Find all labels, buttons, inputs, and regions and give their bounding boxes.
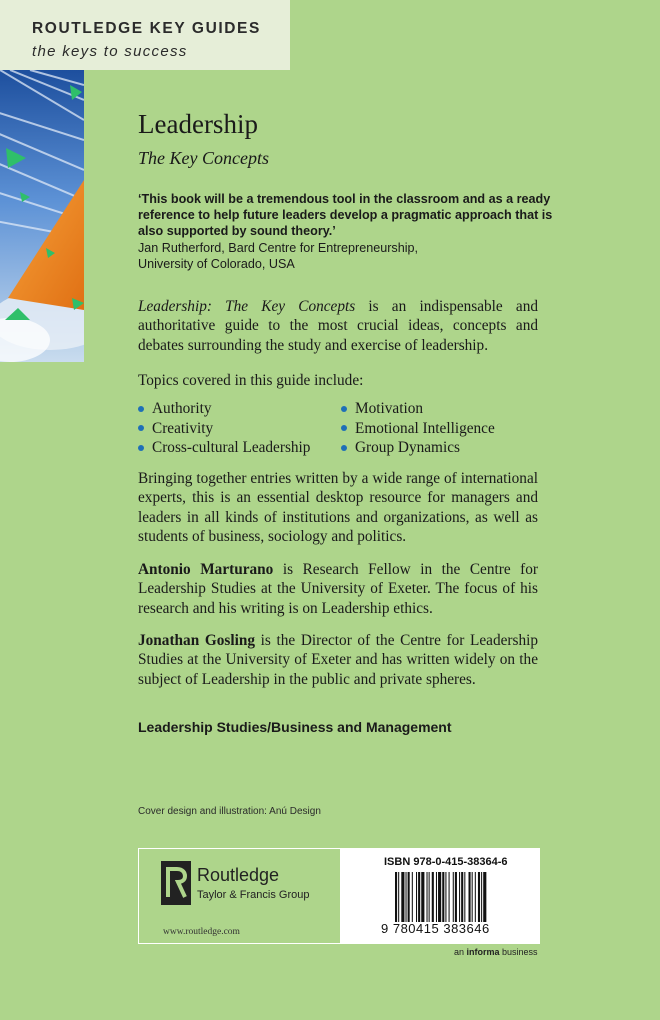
endorsement-author: Jan Rutherford, Bard Centre for Entrepreneurship, xyxy=(138,240,419,255)
bullet-icon xyxy=(341,406,347,412)
author-bio-text-1: is Research Fellow in the Centre for Leadership Studies at the University of Exeter. The focus of his research and his writing is on Leadership ethics. xyxy=(138,561,538,617)
topic-item: Group Dynamics xyxy=(341,438,495,458)
informa-line: an informa business xyxy=(454,947,538,957)
series-tagline: the keys to success xyxy=(32,43,188,60)
publisher-name: Routledge xyxy=(197,865,280,885)
author-bio-text-2: is the Director of the Centre for Leadership Studies at the University of Exeter and has written widely on the subject of Leadership in the public and private spheres. xyxy=(138,632,538,688)
cover-credit: Cover design and illustration: Anú Design xyxy=(138,806,321,817)
overview-paragraph: Bringing together entries written by a wide range of international experts, this is an essential desktop resource for managers and leaders in all kinds of institutions and organizations, as well as students of business, sociology and politics. xyxy=(138,470,538,546)
author-name-1: Antonio Marturano xyxy=(138,561,274,578)
subject-category: Leadership Studies/Business and Management xyxy=(138,719,452,735)
publisher-group: Taylor & Francis Group xyxy=(197,889,310,901)
barcode-number: 9 780415 383646 xyxy=(381,921,490,936)
author-bio-1 xyxy=(138,560,538,618)
endorsement-affiliation: University of Colorado, USA xyxy=(138,256,295,271)
endorsement-text: ‘This book will be a tremendous tool in the classroom and as a ready reference to help future leaders develop a pragmatic approach that is also supported by sound theory.’ xyxy=(138,192,553,239)
bullet-icon xyxy=(341,445,347,451)
title-block xyxy=(138,110,538,169)
bullet-icon xyxy=(341,425,347,431)
description-title: Leadership: The Key Concepts xyxy=(138,298,356,315)
endorsement xyxy=(138,191,558,272)
informa-brand: informa xyxy=(466,947,500,957)
topic-item: Authority xyxy=(138,399,310,419)
topic-item: Cross-cultural Leadership xyxy=(138,438,310,458)
barcode-icon xyxy=(395,872,525,922)
routledge-logo-icon xyxy=(161,861,191,905)
isbn-number: ISBN 978-0-415-38364-6 xyxy=(384,856,508,868)
topics-right-column xyxy=(341,399,495,458)
topic-item: Creativity xyxy=(138,419,310,439)
topic-item: Emotional Intelligence xyxy=(341,419,495,439)
series-band xyxy=(0,0,290,70)
publisher-website[interactable]: www.routledge.com xyxy=(163,927,240,937)
barcode-box xyxy=(341,848,540,944)
topics-left-column xyxy=(138,399,310,458)
description-text: is an indispensable and authoritative guide to the most crucial ideas, concepts and debates surrounding the study and exercise of leadership. xyxy=(138,298,539,354)
topic-item: Motivation xyxy=(341,399,495,419)
bullet-icon xyxy=(138,425,144,431)
description xyxy=(138,297,538,355)
author-name-2: Jonathan Gosling xyxy=(138,632,256,649)
cover-art xyxy=(0,70,84,362)
topics-intro: Topics covered in this guide include: xyxy=(138,372,364,389)
cover-art-image xyxy=(0,70,84,362)
bullet-icon xyxy=(138,445,144,451)
author-bio-2 xyxy=(138,631,538,689)
publisher-box xyxy=(138,848,341,944)
bullet-icon xyxy=(138,406,144,412)
book-title: Leadership xyxy=(138,109,258,139)
series-title: ROUTLEDGE KEY GUIDES xyxy=(32,20,261,37)
book-subtitle: The Key Concepts xyxy=(138,147,269,168)
